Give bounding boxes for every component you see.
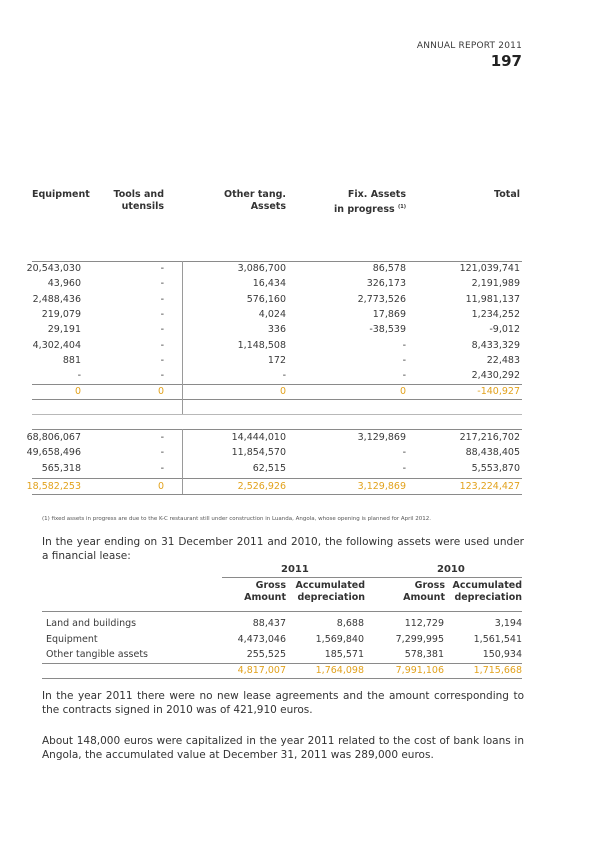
table-rule bbox=[32, 429, 522, 430]
table-rule bbox=[32, 261, 522, 262]
table-cell: - bbox=[282, 370, 286, 382]
row-label: Other tangible assets bbox=[46, 649, 149, 661]
table-cell: 217,216,702 bbox=[459, 432, 520, 443]
table-cell: 22,483 bbox=[486, 354, 520, 366]
table-cell: 172 bbox=[267, 354, 286, 366]
capitalized-costs-paragraph: About 148,000 euros were capitalized in the year 2011 related to the cost of bank loans in Angola, the accumulated value at December 31, 2011 was 289,000 euros. bbox=[42, 735, 524, 761]
table-cell: - bbox=[77, 370, 81, 382]
table-cell: - bbox=[160, 308, 164, 320]
table-cell: 11,854,570 bbox=[231, 447, 286, 459]
table-rule bbox=[42, 611, 522, 612]
col-header-text: Equipment bbox=[32, 189, 90, 200]
table-rule bbox=[222, 577, 522, 578]
lease-col-accum-2010 bbox=[450, 580, 522, 604]
total-cell: 0 bbox=[74, 386, 81, 397]
total-cell: 0 bbox=[157, 386, 164, 397]
table-cell: 8,433,329 bbox=[471, 339, 520, 351]
col-header-text: Fix. Assets bbox=[347, 189, 406, 200]
table-cell: 86,578 bbox=[372, 263, 406, 274]
table-cell: - bbox=[160, 447, 164, 459]
table-cell: - bbox=[160, 324, 164, 336]
table-rule bbox=[32, 399, 522, 400]
table-cell: 2,430,292 bbox=[471, 370, 520, 382]
table-cell: 150,934 bbox=[482, 649, 522, 661]
table-cell: 3,086,700 bbox=[237, 263, 286, 274]
table-cell: - bbox=[160, 263, 164, 274]
column-separator bbox=[182, 429, 183, 494]
col-header-text: Other tang. bbox=[224, 189, 286, 200]
table-cell: 576,160 bbox=[246, 293, 286, 305]
table-cell: 4,302,404 bbox=[32, 339, 81, 351]
total-cell: 0 bbox=[279, 386, 286, 397]
table-cell: 2,773,526 bbox=[357, 293, 406, 305]
col-header-text: Accumulated bbox=[295, 580, 365, 591]
table-rule bbox=[32, 384, 522, 385]
col-header-other-tangible bbox=[216, 189, 286, 213]
row-label: Land and buildings bbox=[46, 618, 137, 629]
table-cell: 881 bbox=[62, 354, 81, 366]
table-cell: - bbox=[160, 432, 164, 443]
table-cell: 336 bbox=[267, 324, 286, 336]
year-header-2010: 2010 bbox=[437, 564, 465, 575]
col-header-text: Total bbox=[494, 189, 520, 200]
col-header-total bbox=[460, 189, 520, 201]
table-cell: - bbox=[402, 339, 406, 351]
lease-intro-paragraph: In the year ending on 31 December 2011 and 2010, the following assets were used under a financial lease: bbox=[42, 536, 524, 562]
table-cell: 7,299,995 bbox=[395, 633, 444, 645]
col-header-equipment bbox=[32, 189, 90, 201]
lease-col-accum-2011 bbox=[292, 580, 365, 604]
total-cell: 4,817,007 bbox=[237, 665, 286, 676]
col-header-text: Accumulated bbox=[452, 580, 522, 591]
table-rule bbox=[42, 678, 522, 679]
total-cell: -140,927 bbox=[477, 386, 520, 397]
table-cell: 43,960 bbox=[47, 278, 81, 290]
table-cell: - bbox=[160, 339, 164, 351]
table-cell: 2,191,989 bbox=[471, 278, 520, 290]
year-header-2011: 2011 bbox=[281, 564, 309, 575]
column-separator bbox=[182, 261, 183, 414]
lease-agreements-paragraph: In the year 2011 there were no new lease agreements and the amount corresponding to the contracts signed in 2010 was of 421,910 euros. bbox=[42, 690, 524, 716]
table-cell: - bbox=[160, 370, 164, 382]
table-cell: 255,525 bbox=[246, 649, 286, 661]
table-cell: 62,515 bbox=[252, 462, 286, 474]
total-cell: 1,715,668 bbox=[473, 665, 522, 676]
table-rule bbox=[32, 414, 522, 415]
col-header-text: utensils bbox=[121, 201, 164, 212]
table-cell: 565,318 bbox=[41, 462, 81, 474]
table-cell: 1,561,541 bbox=[473, 633, 522, 645]
table-cell: - bbox=[402, 354, 406, 366]
table-cell: - bbox=[402, 370, 406, 382]
col-header-text: Tools and bbox=[113, 189, 164, 200]
table-cell: 29,191 bbox=[47, 324, 81, 336]
footnote-marker: (1) bbox=[397, 204, 406, 210]
table-cell: 578,381 bbox=[404, 649, 444, 661]
table-cell: 20,543,030 bbox=[26, 263, 81, 274]
table-cell: - bbox=[160, 293, 164, 305]
table-cell: - bbox=[160, 462, 164, 474]
col-header-text: Gross Amount bbox=[403, 580, 445, 603]
total-cell: 18,582,253 bbox=[26, 481, 81, 492]
table-cell: -9,012 bbox=[489, 324, 520, 336]
table-rule bbox=[32, 478, 522, 479]
table-cell: - bbox=[160, 354, 164, 366]
table-cell: 17,869 bbox=[372, 308, 406, 320]
table-cell: 16,434 bbox=[252, 278, 286, 290]
lease-col-gross-2011 bbox=[214, 580, 286, 604]
table-cell: 88,437 bbox=[252, 618, 286, 629]
table-cell: 1,148,508 bbox=[237, 339, 286, 351]
table-cell: 185,571 bbox=[324, 649, 364, 661]
total-cell: 0 bbox=[399, 386, 406, 397]
table-cell: 4,473,046 bbox=[237, 633, 286, 645]
table-cell: 1,569,840 bbox=[315, 633, 364, 645]
col-header-text: depreciation bbox=[297, 592, 365, 603]
table-cell: 219,079 bbox=[41, 308, 81, 320]
table-cell: 11,981,137 bbox=[465, 293, 520, 305]
table-cell: 121,039,741 bbox=[459, 263, 520, 274]
table-cell: 112,729 bbox=[404, 618, 444, 629]
total-cell: 0 bbox=[157, 481, 164, 492]
table-rule bbox=[32, 494, 522, 495]
table-cell: 2,488,436 bbox=[32, 293, 81, 305]
col-header-tools bbox=[104, 189, 164, 213]
lease-col-gross-2010 bbox=[372, 580, 445, 604]
total-cell: 3,129,869 bbox=[357, 481, 406, 492]
table-cell: 326,173 bbox=[366, 278, 406, 290]
report-title: ANNUAL REPORT 2011 bbox=[416, 41, 522, 51]
row-label: Equipment bbox=[46, 633, 98, 645]
total-cell: 7,991,106 bbox=[395, 665, 444, 676]
page-number: 197 bbox=[490, 52, 522, 70]
col-header-text: depreciation bbox=[454, 592, 522, 603]
total-cell: 123,224,427 bbox=[459, 481, 520, 492]
col-header-text: in progress bbox=[334, 204, 395, 216]
table-cell: 5,553,870 bbox=[471, 462, 520, 474]
total-cell: 2,526,926 bbox=[237, 481, 286, 492]
table-cell: 1,234,252 bbox=[471, 308, 520, 320]
table-cell: 8,688 bbox=[336, 618, 364, 629]
table-cell: 3,129,869 bbox=[357, 432, 406, 443]
table-cell: - bbox=[402, 462, 406, 474]
table-cell: 49,658,496 bbox=[26, 447, 81, 459]
col-header-text: Assets bbox=[250, 201, 286, 212]
col-header-text: Gross Amount bbox=[244, 580, 286, 603]
table-cell: 88,438,405 bbox=[465, 447, 520, 459]
footnote: (1) fixed assets in progress are due to the K-C restaurant still under construction in Luanda, Angola, whose opening is planned for April 2012. bbox=[42, 516, 431, 522]
table-cell: 3,194 bbox=[494, 618, 522, 629]
table-cell: 68,806,067 bbox=[26, 432, 81, 443]
table-cell: -38,539 bbox=[369, 324, 406, 336]
col-header-fixed-in-progress bbox=[330, 189, 406, 216]
total-cell: 1,764,098 bbox=[315, 665, 364, 676]
table-cell: 4,024 bbox=[258, 308, 286, 320]
table-cell: 14,444,010 bbox=[231, 432, 286, 443]
table-rule bbox=[42, 663, 522, 664]
table-cell: - bbox=[160, 278, 164, 290]
table-cell: - bbox=[402, 447, 406, 459]
